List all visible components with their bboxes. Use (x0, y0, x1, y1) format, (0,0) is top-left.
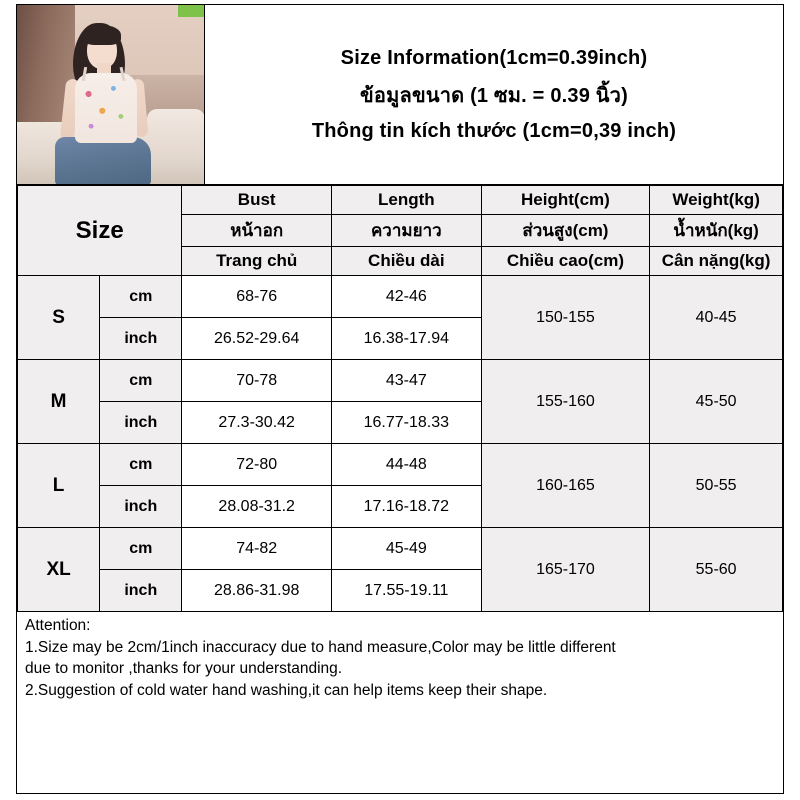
col-header-bust-vi: Trang chủ (182, 247, 332, 276)
attention-line-2: due to monitor ,thanks for your understanding. (25, 660, 343, 678)
row-size-l: L (18, 444, 100, 528)
length-cm-m: 43-47 (332, 360, 482, 402)
length-cm-s: 42-46 (332, 276, 482, 318)
attention-heading: Attention: (25, 617, 91, 634)
length-inch-xl: 17.55-19.11 (332, 570, 482, 612)
col-header-height-th: ส่วนสูง(cm) (481, 215, 650, 247)
table-header-row-en (18, 186, 783, 215)
bust-cm-xl: 74-82 (182, 528, 332, 570)
length-inch-l: 17.16-18.72 (332, 486, 482, 528)
unit-inch-s: inch (100, 318, 182, 360)
length-cm-l: 44-48 (332, 444, 482, 486)
model-hair-front (83, 25, 121, 45)
col-header-weight-vi: Cân nặng(kg) (650, 247, 783, 276)
size-chart-container (16, 4, 784, 794)
table-row (18, 360, 783, 402)
unit-inch-l: inch (100, 486, 182, 528)
col-header-weight-en: Weight(kg) (650, 186, 783, 215)
table-row (18, 528, 783, 570)
title-line-th: ข้อมูลขนาด (1 ซม. = 0.39 นิ้ว) (360, 84, 628, 107)
size-header-cell: Size (18, 186, 182, 276)
height-l: 160-165 (481, 444, 650, 528)
col-header-height-en: Height(cm) (481, 186, 650, 215)
title-line-en: Size Information(1cm=0.39inch) (340, 46, 648, 69)
height-xl: 165-170 (481, 528, 650, 612)
attention-block (17, 612, 783, 793)
col-header-weight-th: น้ำหนัก(kg) (650, 215, 783, 247)
product-photo (17, 5, 204, 184)
weight-l: 50-55 (650, 444, 783, 528)
length-inch-m: 16.77-18.33 (332, 402, 482, 444)
col-header-length-th: ความยาว (332, 215, 482, 247)
length-inch-s: 16.38-17.94 (332, 318, 482, 360)
model-jeans (55, 137, 151, 184)
title-block (205, 5, 783, 184)
unit-inch-xl: inch (100, 570, 182, 612)
col-header-bust-th: หน้าอก (182, 215, 332, 247)
size-table (17, 185, 783, 612)
product-photo-cell (17, 5, 205, 184)
bust-inch-xl: 28.86-31.98 (182, 570, 332, 612)
attention-line-1: 1.Size may be 2cm/1inch inaccuracy due to hand measure,Color may be little different (25, 638, 616, 656)
height-s: 150-155 (481, 276, 650, 360)
weight-m: 45-50 (650, 360, 783, 444)
bust-inch-l: 28.08-31.2 (182, 486, 332, 528)
bust-cm-m: 70-78 (182, 360, 332, 402)
weight-xl: 55-60 (650, 528, 783, 612)
row-size-xl: XL (18, 528, 100, 612)
unit-cm-s: cm (100, 276, 182, 318)
title-line-vi: Thông tin kích thước (1cm=0,39 inch) (311, 119, 677, 142)
green-badge (178, 5, 204, 17)
col-header-length-vi: Chiều dài (332, 247, 482, 276)
col-header-bust-en: Bust (182, 186, 332, 215)
bust-inch-m: 27.3-30.42 (182, 402, 332, 444)
col-header-height-vi: Chiều cao(cm) (481, 247, 650, 276)
bust-inch-s: 26.52-29.64 (182, 318, 332, 360)
bust-cm-l: 72-80 (182, 444, 332, 486)
unit-cm-m: cm (100, 360, 182, 402)
unit-cm-l: cm (100, 444, 182, 486)
row-size-m: M (18, 360, 100, 444)
row-size-s: S (18, 276, 100, 360)
model-floral-camisole (75, 73, 137, 143)
unit-inch-m: inch (100, 402, 182, 444)
bust-cm-s: 68-76 (182, 276, 332, 318)
chart-header (17, 5, 783, 185)
table-row (18, 276, 783, 318)
unit-cm-xl: cm (100, 528, 182, 570)
height-m: 155-160 (481, 360, 650, 444)
weight-s: 40-45 (650, 276, 783, 360)
length-cm-xl: 45-49 (332, 528, 482, 570)
attention-line-3: 2.Suggestion of cold water hand washing,it can help items keep their shape. (25, 681, 548, 699)
table-row (18, 444, 783, 486)
col-header-length-en: Length (332, 186, 482, 215)
photo-pillow (147, 109, 204, 153)
